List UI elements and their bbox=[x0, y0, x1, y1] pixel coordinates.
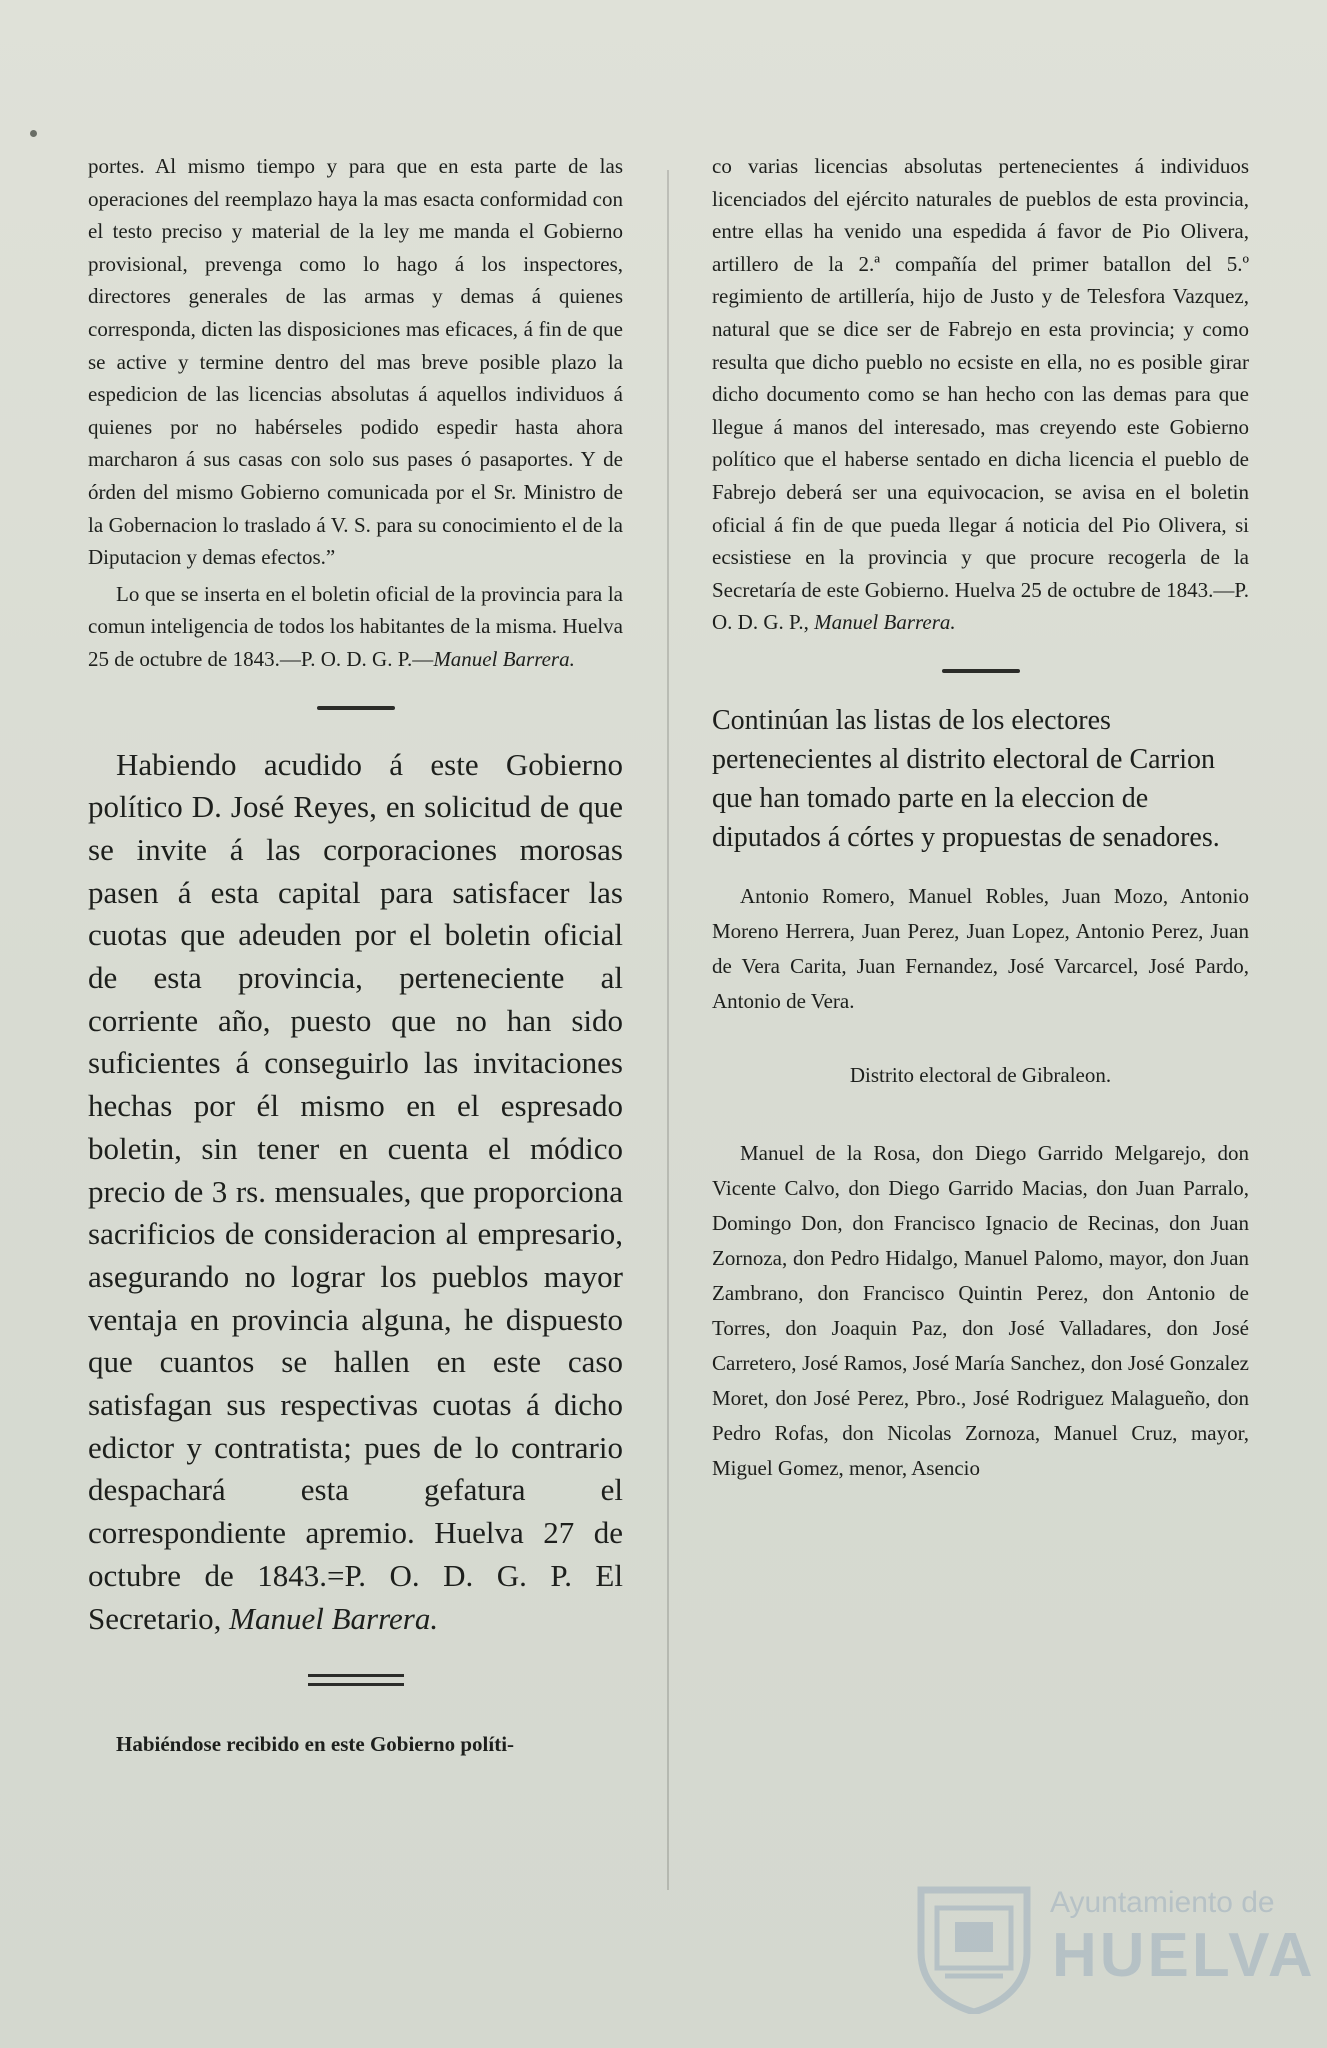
left-paragraph-jose-reyes bbox=[88, 744, 623, 1641]
right-paragraph-pio-olivera bbox=[712, 150, 1249, 639]
electors-heading: Continúan las listas de los electores pertenecientes al distrito electoral de Carrion que han tomado parte en la eleccion de diputados á córtes y propuestas de senadores. bbox=[712, 704, 1220, 853]
section-divider-double bbox=[308, 1674, 404, 1686]
gibraleon-electors-list: Manuel de la Rosa, don Diego Garrido Melgarejo, don Vicente Calvo, don Diego Garrido Macias, don Juan Parralo, Domingo Don, don Francisco Ignacio de Recinas, don Juan Zornoza, don Pedro Hidalgo, Manuel Palomo, mayor, don Juan Zambrano, don Francisco Quintin Perez, don Antonio de Torres, don Joaquin Paz, don José Valladares, don José Carretero, José Ramos, José María Sanchez, don José Gonzalez Moret, don José Perez, Pbro., José Rodriguez Malagueño, don Pedro Rofas, don Nicolas Zornoza, Manuel Cruz, mayor, Miguel Gomez, menor, Asencio bbox=[712, 1140, 1249, 1480]
archive-watermark bbox=[915, 1880, 1316, 2020]
left-paragraph-continued: Habiéndose recibido en este Gobierno políti- bbox=[116, 1732, 515, 1757]
city-shield-icon bbox=[915, 1882, 1033, 2014]
left-column bbox=[88, 150, 623, 1761]
gibraleon-subheading: Distrito electoral de Gibraleon. bbox=[849, 1062, 1112, 1087]
column-divider bbox=[667, 170, 669, 1890]
left-signature-1: Manuel Barrera. bbox=[433, 646, 575, 671]
left-paragraph-insertion-text: Lo que se inserta en el boletin oficial de la provincia para la comun inteligencia de todos los habitantes de la misma. Huelva 25 de octubre de 1843.—P. O. D. G. P.— bbox=[88, 581, 623, 671]
right-column bbox=[712, 150, 1249, 1486]
ink-spot bbox=[30, 130, 37, 137]
watermark-line-2: HUELVA bbox=[1052, 1921, 1316, 1990]
watermark-line-1: Ayuntamiento de bbox=[1050, 1886, 1275, 1919]
left-paragraph-jose-reyes-text: Habiendo acudido á este Gobierno político D. José Reyes, en solicitud de que se invite á las corporaciones morosas pasen á esta capital para satisfacer las cuotas que adeuden por el boletin oficial de esta provincia, perteneciente al corriente año, puesto que no han sido suficientes á conseguirlo las invitaciones hechas por él mismo en el espresado boletin, sin tener en cuenta el módico precio de 3 rs. mensuales, que proporciona sacrificios de consideracion al empresario, asegurando no lograr los pueblos mayor ventaja en provincia alguna, he dispuesto que cuantos se hallen en este caso satisfagan sus respectivas cuotas á dicho edictor y contratista; pues de lo contrario despachará esta gefatura el correspondiente apremio. Huelva 27 de octubre de 1843.=P. O. D. G. P. El Secretario, bbox=[88, 746, 623, 1636]
left-paragraph-insertion bbox=[88, 578, 623, 676]
left-signature-2: Manuel Barrera. bbox=[229, 1600, 439, 1636]
right-paragraph-pio-olivera-text: co varias licencias absolutas pertenecientes á individuos licenciados del ejército naturales de pueblos de esta provincia, entre ellas ha venido una espedida á favor de Pio Olivera, artillero de la 2.ª compañía del primer batallon del 5.º regimiento de artillería, hijo de Justo y de Telesfora Vazquez, natural que se dice ser de Fabrejo en esta provincia; y como resulta que dicho pueblo no ecsiste en ella, no es posible girar dicho documento como se han hecho con las demas para que llegue á manos del interesado, mas creyendo este Gobierno político que el haberse sentado en dicha licencia el pueblo de Fabrejo deberá ser una equivocacion, se avisa en el boletin oficial á fin de que pueda llegar á noticia del Pio Olivera, si ecsistiese en la provincia y que procure recogerla de la Secretaría de este Gobierno. Huelva 25 de octubre de 1843.—P. O. D. G. P., bbox=[712, 154, 1249, 635]
left-paragraph-decree: portes. Al mismo tiempo y para que en esta parte de las operaciones del reemplazo haya la mas esacta conformidad con el testo preciso y material de la ley me manda el Gobierno provisional, prevenga como lo hago á los inspectores, directores generales de las armas y demas á quienes corresponda, dicten las disposiciones mas eficaces, á fin de que se active y termine dentro del mas breve posible plazo la espedicion de las licencias absolutas á aquellos individuos á quienes por no habérseles podido espedir hasta ahora marcharon á sus casas con solo sus pases ó pasaportes. Y de órden del mismo Gobierno comunicada por el Sr. Ministro de la Gobernacion lo traslado á V. S. para su conocimiento el de la Diputacion y demas efectos.” bbox=[88, 154, 623, 570]
carrion-electors-list: Antonio Romero, Manuel Robles, Juan Mozo, Antonio Moreno Herrera, Juan Perez, Juan Lopez, Antonio Perez, Juan de Vera Carita, Juan Fernandez, José Varcarcel, José Pardo, Antonio de Vera. bbox=[712, 883, 1249, 1013]
right-signature: Manuel Barrera. bbox=[814, 610, 956, 635]
